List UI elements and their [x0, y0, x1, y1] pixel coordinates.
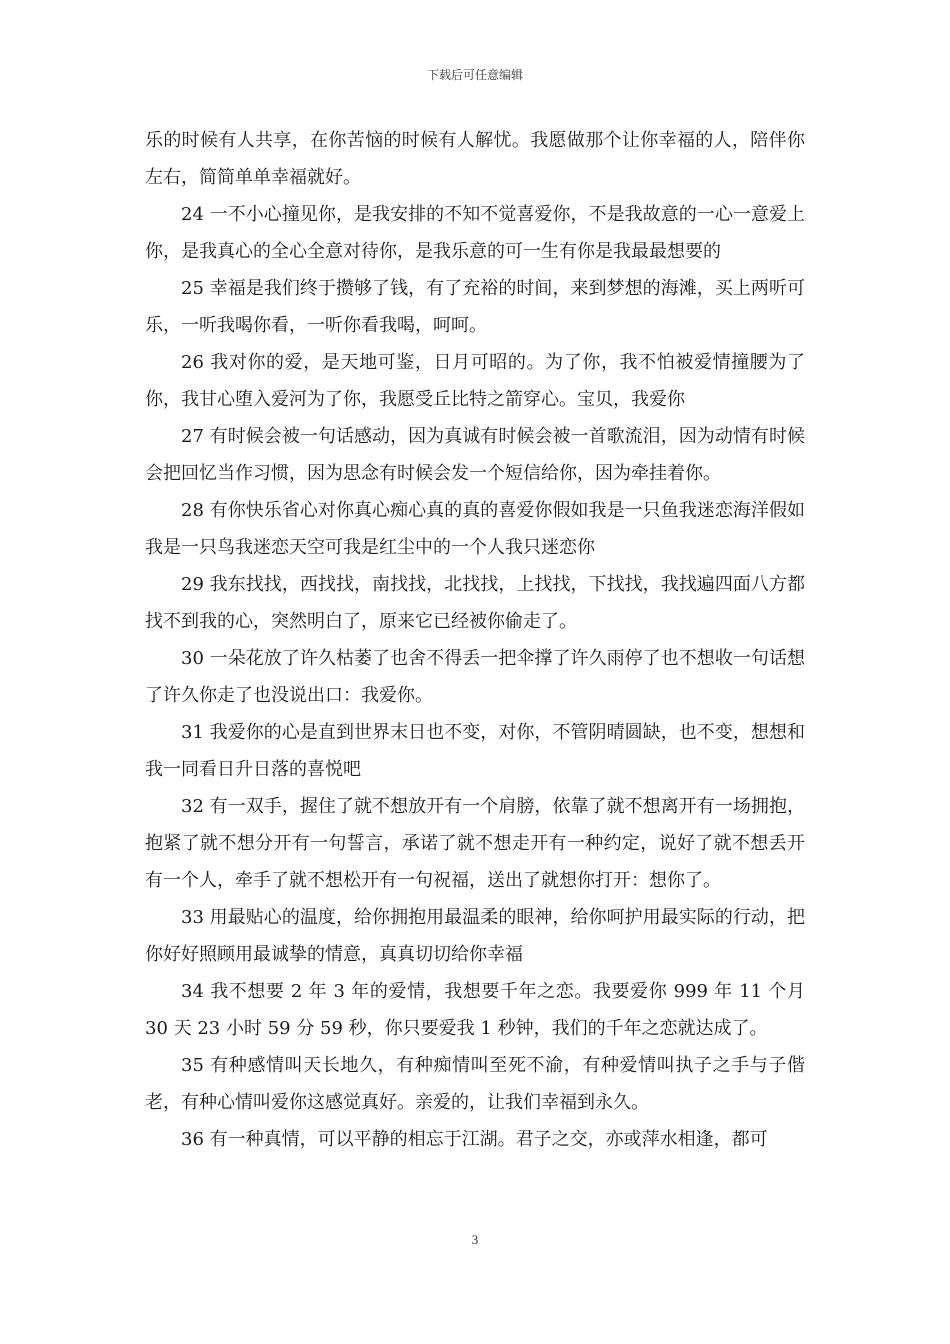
paragraph: 31 我爱你的心是直到世界末日也不变，对你，不管阴晴圆缺，也不变，想想和我一同看日升日落的喜悦吧: [145, 722, 805, 780]
paragraph: 25 幸福是我们终于攒够了钱，有了充裕的时间，来到梦想的海滩，买上两听可乐，一听我喝你看，一听你看我喝，呵呵。: [145, 278, 805, 336]
paragraph: 28 有你快乐省心对你真心痴心真的真的喜爱你假如我是一只鱼我迷恋海洋假如我是一只鸟我迷恋天空可我是红尘中的一个人我只迷恋你: [145, 500, 805, 558]
page-header: 下载后可任意编辑: [426, 68, 523, 82]
document-body: [145, 122, 805, 1158]
paragraph: 30 一朵花放了许久枯萎了也舍不得丢一把伞撑了许久雨停了也不想收一句话想了许久你走了也没说出口：我爱你。: [145, 648, 805, 706]
paragraph: 29 我东找找，西找找，南找找，北找找，上找找，下找找，我找遍四面八方都找不到我的心，突然明白了，原来它已经被你偷走了。: [145, 574, 805, 632]
paragraph: 33 用最贴心的温度，给你拥抱用最温柔的眼神，给你呵护用最实际的行动，把你好好照顾用最诚挚的情意，真真切切给你幸福: [145, 907, 805, 965]
paragraph: 24 一不小心撞见你，是我安排的不知不觉喜爱你，不是我故意的一心一意爱上你，是我真心的全心全意对待你，是我乐意的可一生有你是我最最想要的: [145, 204, 805, 262]
paragraph: 乐的时候有人共享，在你苦恼的时候有人解忧。我愿做那个让你幸福的人，陪伴你左右，简简单单幸福就好。: [145, 130, 805, 188]
paragraph: 35 有种感情叫天长地久，有种痴情叫至死不渝，有种爱情叫执子之手与子偕老，有种心情叫爱你这感觉真好。亲爱的，让我们幸福到永久。: [145, 1055, 805, 1113]
paragraph: 26 我对你的爱，是天地可鉴，日月可昭的。为了你，我不怕被爱情撞腰为了你，我甘心堕入爱河为了你，我愿受丘比特之箭穿心。宝贝，我爱你: [145, 352, 805, 410]
paragraph: 27 有时候会被一句话感动，因为真诚有时候会被一首歌流泪，因为动情有时候会把回忆当作习惯，因为思念有时候会发一个短信给你，因为牵挂着你。: [145, 426, 805, 484]
paragraph: 34 我不想要 2 年 3 年的爱情，我想要千年之恋。我要爱你 999 年 11 个月 30 天 23 小时 59 分 59 秒，你只要爱我 1 秒钟，我们的千年之恋就达成了。: [145, 981, 805, 1039]
paragraph: 32 有一双手，握住了就不想放开有一个肩膀，依靠了就不想离开有一场拥抱，抱紧了就不想分开有一句誓言，承诺了就不想走开有一种约定，说好了就不想丢开有一个人，牵手了就不想松开有一句祝福，送出了就想你打开：想你了。: [145, 796, 805, 891]
paragraph: 36 有一种真情，可以平静的相忘于江湖。君子之交，亦或萍水相逢，都可: [181, 1129, 768, 1150]
page-number: 3: [471, 1232, 479, 1247]
